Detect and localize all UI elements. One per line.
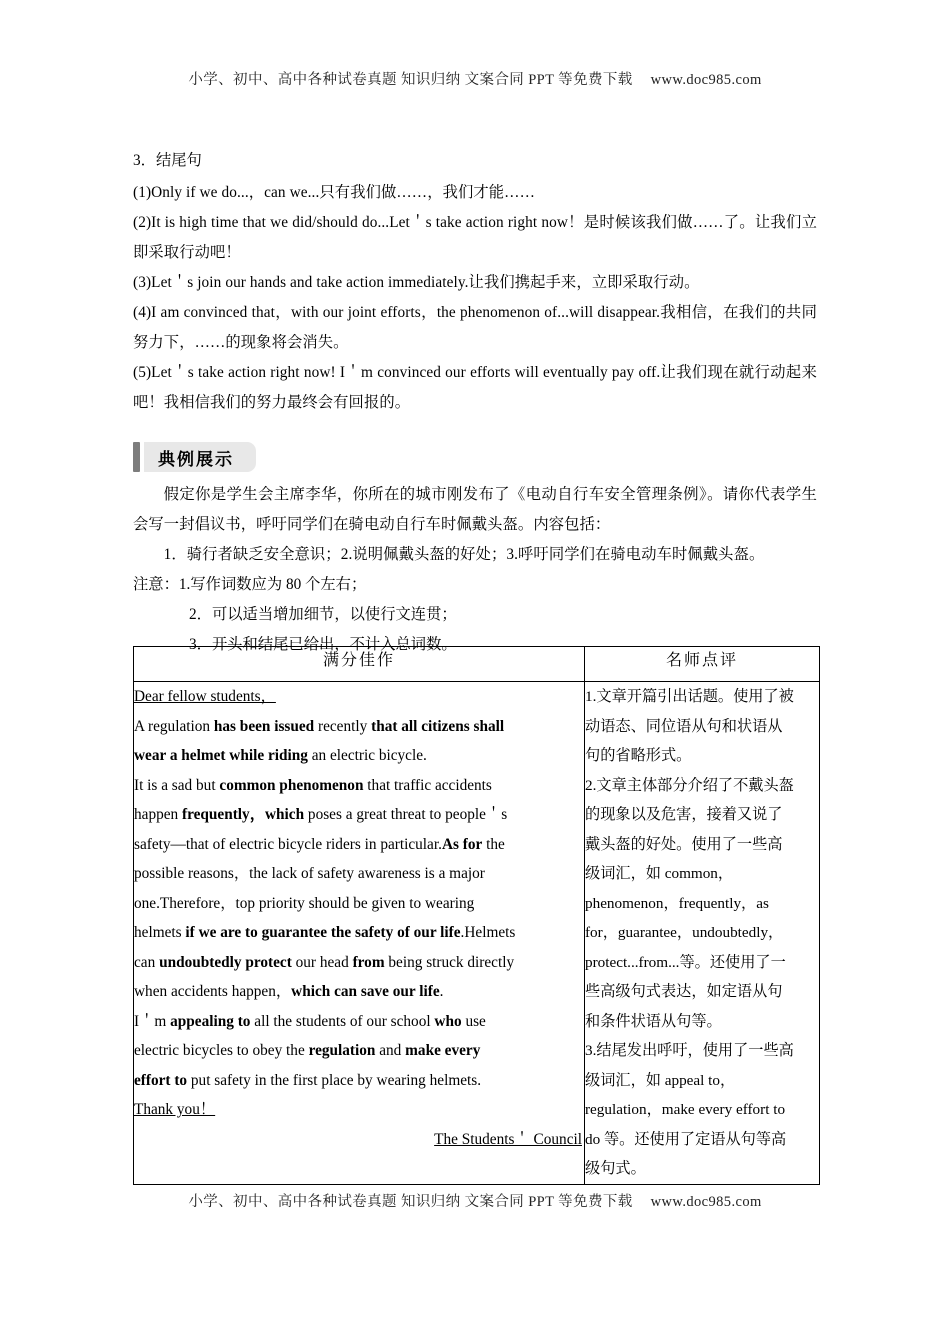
comment-line: 的现象以及危害，接着又说了 — [585, 806, 783, 823]
essay-line: electric bicycles to obey the regulation and make every — [134, 1042, 481, 1059]
essay-signature-text: The Students＇ Council — [434, 1130, 582, 1148]
essay-line: wear a helmet while riding an electric bicycle. — [134, 747, 427, 764]
running-foot — [0, 1190, 950, 1211]
essay-cell — [134, 682, 585, 1185]
note-3: 3．开头和结尾已给出，不计入总词数。 — [189, 636, 457, 653]
sentence-3: (3)Let＇s join our hands and take action immediately.让我们携起手来，立即采取行动。 — [133, 274, 700, 291]
table-header-row — [134, 647, 820, 682]
table-row — [134, 682, 820, 1185]
prompt-paragraph: 假定你是学生会主席李华，你所在的城市刚发布了《电动自行车安全管理条例》。请你代表学生会写一封倡议书，呼吁同学们在骑电动自行车时佩戴头盔。内容包括： — [133, 486, 817, 533]
essay-line: I＇m appealing to all the students of our school who use — [134, 1012, 486, 1030]
note-2: 2．可以适当增加细节，以使行文连贯； — [189, 606, 457, 623]
comment-line: protect...from...等。还使用了一 — [585, 953, 786, 971]
comment-line: 1.文章开篇引出话题。使用了被 — [585, 688, 794, 705]
comment-line: 级句式。 — [585, 1160, 646, 1177]
badge-group — [133, 442, 256, 472]
body-content — [133, 146, 817, 660]
essay-line: when accidents happen，which can save our life. — [134, 983, 444, 1000]
table-header-essay: 满分佳作 — [134, 647, 585, 682]
essay-signature — [134, 1125, 584, 1155]
sentence-4: (4)I am convinced that，with our joint efforts，the phenomenon of...will disappear.我相信，在我们的共同努力下，……的现象将会消失。 — [133, 304, 817, 351]
essay-line: one.Therefore，top priority should be given to wearing — [134, 894, 475, 912]
running-foot-text: 小学、初中、高中各种试卷真题 知识归纳 文案合同 PPT 等免费下载 — [188, 1194, 633, 1210]
essay-line: effort to put safety in the first place by wearing helmets. — [134, 1071, 482, 1089]
running-head-text: 小学、初中、高中各种试卷真题 知识归纳 文案合同 PPT 等免费下载 — [188, 72, 633, 88]
comment-line: 2.文章主体部分介绍了不戴头盔 — [585, 776, 794, 794]
comment-line: 级词汇，如 appeal to， — [585, 1071, 736, 1089]
comment-line: 和条件状语从句等。 — [585, 1012, 722, 1030]
comment-line: 句的省略形式。 — [585, 747, 692, 764]
comment-line: do 等。还使用了定语从句等高 — [585, 1130, 787, 1148]
comment-line: for，guarantee，undoubtedly， — [585, 924, 784, 941]
sentence-2: (2)It is high time that we did/should do...Let＇s take action right now！是时候该我们做……了。让我们立即采取行动吧！ — [133, 214, 817, 261]
comment-cell — [585, 682, 820, 1185]
essay-line: can undoubtedly protect our head from being struck directly — [134, 953, 515, 971]
badge-accent-bar — [133, 442, 140, 472]
running-head-url: www.doc985.com — [650, 72, 762, 88]
section-heading: 3．结尾句 — [133, 152, 202, 169]
table-header-comment: 名师点评 — [585, 647, 820, 682]
comment-line: regulation，make every effort to — [585, 1101, 786, 1118]
essay-salutation: Dear fellow students， — [134, 688, 276, 705]
prompt-points: 1．骑行者缺乏安全意识；2.说明佩戴头盔的好处；3.呼吁同学们在骑电动车时佩戴头盔。 — [163, 546, 765, 563]
essay-line: happen frequently，which poses a great threat to people＇s — [134, 806, 508, 823]
sentence-1: (1)Only if we do...，can we...只有我们做……，我们才能…… — [133, 184, 535, 201]
section-badge — [133, 442, 817, 474]
essay-line: helmets if we are to guarantee the safety of our life.Helmets — [134, 924, 516, 941]
essay-closing: Thank you！ — [134, 1101, 216, 1118]
sample-table — [133, 646, 820, 1185]
comment-line: 级词汇，如 common， — [585, 865, 734, 882]
badge-label: 典例展示 — [144, 442, 256, 472]
running-foot-url: www.doc985.com — [650, 1194, 762, 1210]
essay-line: possible reasons，the lack of safety awareness is a major — [134, 865, 485, 882]
note-1: 注意：1.写作词数应为 80 个左右； — [133, 576, 367, 593]
comment-line: 些高级句式表达，如定语从句 — [585, 983, 783, 1000]
comment-line: 动语态、同位语从句和状语从 — [585, 717, 783, 735]
essay-line: safety—that of electric bicycle riders in particular.As for the — [134, 835, 505, 853]
essay-line: It is a sad but common phenomenon that traffic accidents — [134, 776, 492, 794]
comment-line: 3.结尾发出呼吁，使用了一些高 — [585, 1042, 794, 1059]
sentence-5: (5)Let＇s take action right now! I＇m convinced our efforts will eventually pay off.让我们现在就行动起来吧！我相信我们的努力最终会有回报的。 — [133, 364, 817, 411]
essay-line: A regulation has been issued recently that all citizens shall — [134, 717, 505, 735]
comment-line: 戴头盔的好处。使用了一些高 — [585, 835, 783, 853]
running-head — [0, 68, 950, 89]
comment-line: phenomenon，frequently，as — [585, 894, 769, 912]
